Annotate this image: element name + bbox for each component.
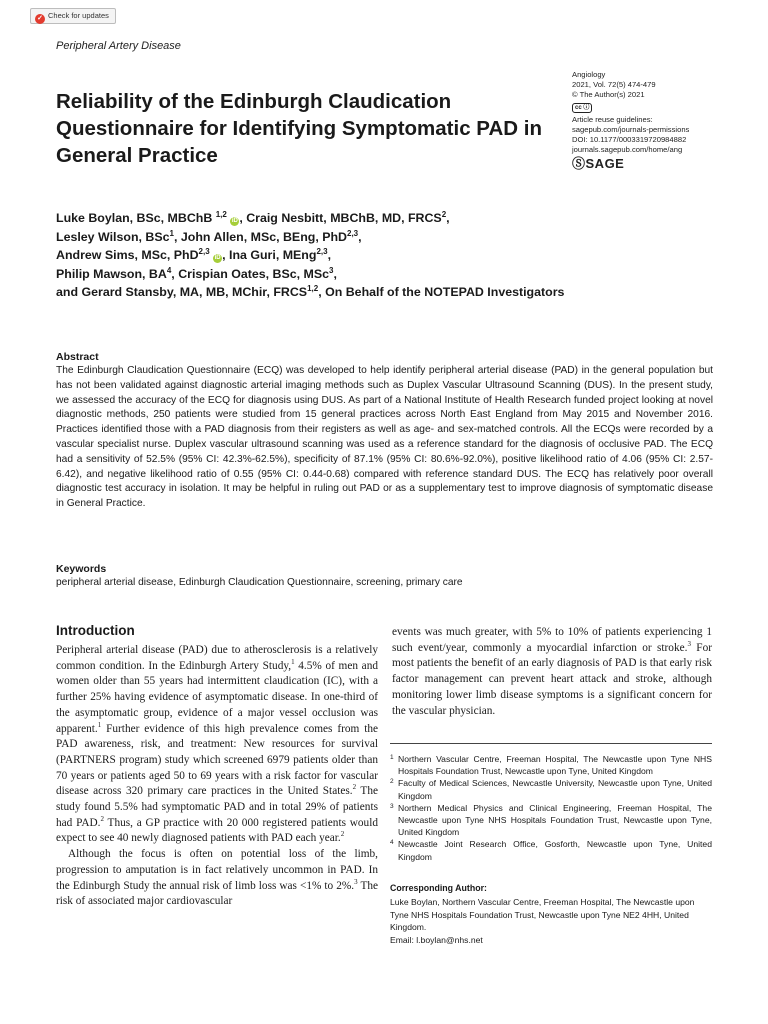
author-list xyxy=(56,209,736,302)
corresponding-author xyxy=(390,896,712,946)
author-name: Andrew Sims, MSc, PhD xyxy=(56,248,199,262)
corresponding-email[interactable]: Email: l.boylan@nhs.net xyxy=(390,934,483,945)
body-text: Further evidence of this high prevalence comes from the PAD awareness, risk, and treatment: New resources for survival (PARTNERS program) study which screened 6979 patients older than 70 years or patients aged 50 to 69 years with a risk factor for vascular disease across 320 primary care practices in the United States. xyxy=(56,722,378,798)
affiliation-number: 1 xyxy=(390,754,394,761)
author-affiliation-ref: 3 xyxy=(329,265,334,275)
body-text: For most patients the benefit of an early diagnosis of PAD is that early risk factor management can prevent heart attack and stroke, although monitoring lower limb disease symptoms is a significant concern for the vascular physician. xyxy=(392,641,712,717)
check-updates-icon: ✓ xyxy=(35,14,45,24)
body-paragraph xyxy=(56,643,378,847)
cc-license-icon[interactable]: cc ⓘ xyxy=(572,103,592,113)
body-text: Although the focus is often on potential loss of the limb, progression to amputation is in fact relatively uncommon in PAD. In the Edinburgh Study the annual risk of limb loss was <1% to 2%. xyxy=(56,848,378,892)
abstract-heading: Abstract xyxy=(56,351,99,363)
author-name: Luke Boylan, BSc, MBChB xyxy=(56,211,216,225)
author-separator: , xyxy=(171,266,179,281)
keywords-text: peripheral arterial disease, Edinburgh Claudication Questionnaire, screening, primary care xyxy=(56,577,463,588)
author-separator: , xyxy=(222,248,229,262)
author-separator: , xyxy=(239,211,247,225)
body-text: 4.5% of men and women older than 55 years had intermittent claudication (IC), with a further 25% having evidence of asymptomatic disease. In one-third of the asymptomatic group, evidence of a major vessel occlusion was apparent. xyxy=(56,659,378,735)
corresponding-address: Luke Boylan, Northern Vascular Centre, Freeman Hospital, The Newcastle upon Tyne NHS Hospitals Foundation Trust, Newcastle upon Tyne NE2 4HH, United Kingdom. xyxy=(390,897,695,933)
sage-icon: Ⓢ xyxy=(572,156,586,172)
author-affiliation-ref: 4 xyxy=(166,265,172,275)
journal-home-link[interactable]: journals.sagepub.com/home/ang xyxy=(572,145,683,155)
section-label: Peripheral Artery Disease xyxy=(56,40,181,52)
affiliation-item xyxy=(390,777,712,801)
body-text: events was much greater, with 5% to 10% of patients experiencing 1 such event/year, commonly a myocardial infarction or stroke. xyxy=(392,626,712,654)
affiliation-text: Northern Medical Physics and Clinical Engineering, Freeman Hospital, The Newcastle upon Tyne NHS Hospitals Foundation Trust, Newcastle upon Tyne, United Kingdom xyxy=(398,802,712,838)
author-affiliation-ref: 2 xyxy=(441,209,447,219)
journal-name: Angiology xyxy=(572,70,606,79)
affiliation-item xyxy=(390,753,712,777)
author-affiliation-ref: 2,3 xyxy=(198,246,210,256)
article-title: Reliability of the Edinburgh Claudication Questionnaire for Identifying Symptomatic PAD in General Practice xyxy=(56,90,542,167)
body-column-left xyxy=(56,643,378,910)
author-affiliation-ref: 2,3 xyxy=(347,228,359,238)
author-name: John Allen, MSc, BEng, PhD xyxy=(180,229,347,244)
author-name: On Behalf of the NOTEPAD Investigators xyxy=(325,285,565,299)
journal-volume: 2021, Vol. 72(5) 474-479 xyxy=(572,80,656,90)
body-text: Thus, a GP practice with 20 000 registered patients would expect to see 40 newly diagnosed patients with PAD each year. xyxy=(56,816,378,845)
check-updates-label: Check for updates xyxy=(48,11,109,20)
author-separator: , xyxy=(358,229,362,244)
keywords-heading: Keywords xyxy=(56,563,107,575)
citation-ref[interactable]: 2 xyxy=(340,830,345,839)
author-separator: , xyxy=(327,248,332,262)
corresponding-heading: Corresponding Author: xyxy=(390,883,487,893)
citation-ref[interactable]: 1 xyxy=(97,720,102,729)
orcid-icon[interactable]: iD xyxy=(231,218,238,224)
abstract-text: The Edinburgh Claudication Questionnaire (ECQ) was developed to help identify peripheral arterial disease (PAD) in the general population but has not been validated against diagnostic arterial imaging methods such as Duplex Vascular Ultrasound Scanning (DUS). In the present study, we assessed the accuracy of the ECQ for diagnosis using DUS. As part of a National Institute of Health Research funded project looking at novel diagnostic methods, 250 patients were studied from 15 general practices across North East England from May 2015 and November 2016. Practices identified those with a PAD diagnosis from their registers as well as age- and sex-matched controls. All the ECQs were recorded by a vascular specialist nurse. Duplex vascular ultrasound scanning was used as a reference standard for the diagnosis of occlusive PAD. The ECQ had a sensitivity of 52.5% (95% CI: 42.3%-62.5%), specificity of 87.1% (95% CI: 80.6%-92.0%), positive likelihood ratio of 4.06 (95% CI: 2.57-6.42), and negative likelihood ratio of 0.55 (95% CI: 0.44-0.68) compared with reference standard DUS. The ECQ has relatively poor overall diagnostic test accuracy in isolation. It may be helpful in ruling out PAD or as a supplementary test to improve diagnosis of symptomatic disease in General Practice. xyxy=(56,365,713,510)
author-name: and Gerard Stansby, MA, MB, MChir, FRCS xyxy=(56,285,308,299)
orcid-icon[interactable]: iD xyxy=(214,255,221,261)
author-affiliation-ref: 1,2 xyxy=(215,209,227,219)
reuse-link[interactable]: sagepub.com/journals-permissions xyxy=(572,124,690,134)
author-affiliation-ref: 1 xyxy=(169,228,174,238)
author-affiliation-ref: 2,3 xyxy=(316,246,328,256)
body-column-right xyxy=(392,625,712,719)
affiliation-item xyxy=(390,802,712,839)
author-separator: , xyxy=(173,229,181,244)
citation-ref[interactable]: 3 xyxy=(354,877,358,886)
affiliation-text: Newcastle Joint Research Office, Gosforth, Newcastle upon Tyne, United Kingdom xyxy=(398,839,712,862)
doi-link[interactable]: DOI: 10.1177/0003319720984882 xyxy=(572,135,687,145)
citation-ref[interactable]: 1 xyxy=(291,657,295,666)
author-name: Philip Mawson, BA xyxy=(56,266,167,281)
sage-logo: ⓈSAGE xyxy=(572,156,625,172)
affiliation-number: 3 xyxy=(390,802,394,810)
author-separator: , xyxy=(318,285,326,299)
affiliation-item xyxy=(390,838,712,862)
author-name: Lesley Wilson, BSc xyxy=(56,229,170,244)
affiliation-number: 4 xyxy=(390,839,394,847)
copyright: © The Author(s) 2021 xyxy=(572,90,645,100)
reuse-label: Article reuse guidelines: xyxy=(572,114,653,124)
citation-ref[interactable]: 2 xyxy=(100,814,104,823)
body-paragraph xyxy=(392,625,712,719)
affiliations xyxy=(390,753,712,863)
footnote-divider xyxy=(390,743,712,744)
body-text: The study found 5.5% had symptomatic PAD and in total 29% of patients had PAD. xyxy=(56,785,378,829)
introduction-heading: Introduction xyxy=(56,623,135,638)
body-text: Peripheral arterial disease (PAD) due to atherosclerosis is a relatively common condition. In the Edinburgh Artery Study, xyxy=(56,644,378,672)
affiliation-number: 2 xyxy=(390,778,394,786)
author-separator: , xyxy=(446,211,450,225)
author-affiliation-ref: 1,2 xyxy=(307,283,319,293)
citation-ref[interactable]: 3 xyxy=(687,639,691,648)
affiliation-text: Faculty of Medical Sciences, Newcastle University, Newcastle upon Tyne, United Kingdom xyxy=(398,778,712,801)
author-name: Ina Guri, MEng xyxy=(229,248,317,262)
check-for-updates-badge[interactable] xyxy=(30,8,116,24)
citation-ref[interactable]: 2 xyxy=(352,783,357,792)
author-name: Craig Nesbitt, MBChB, MD, FRCS xyxy=(246,211,442,225)
journal-meta xyxy=(572,70,732,170)
affiliation-text: Northern Vascular Centre, Freeman Hospital, The Newcastle upon Tyne NHS Hospitals Foundation Trust, Newcastle upon Tyne, United Kingdom xyxy=(398,754,712,777)
author-name: Crispian Oates, BSc, MSc xyxy=(178,266,329,281)
body-text: The risk of associated major cardiovascular xyxy=(56,879,379,908)
body-paragraph xyxy=(56,847,378,910)
author-separator: , xyxy=(333,266,337,281)
